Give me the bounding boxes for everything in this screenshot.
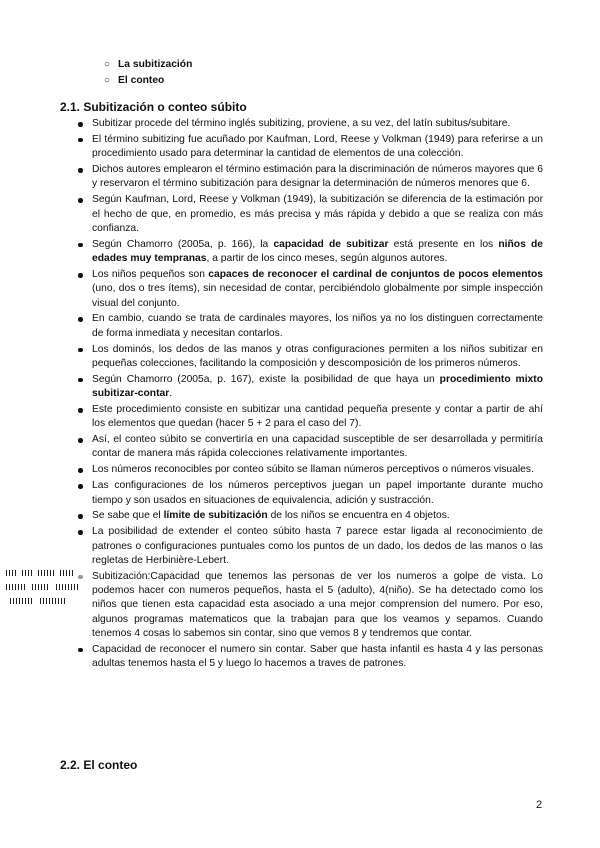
list-item — [92, 373, 543, 402]
text-run: Las configuraciones de los números perceptivos juegan un papel importante durante mucho tiempo y son usados en situaciones de equivalencia, adición y sustracción. — [92, 480, 543, 506]
text-run: El término subitizing fue acuñado por Kaufman, Lord, Reese y Volkman (1949) para referirse a un procedimiento usado para determinar la cantidad de elementos de una colección. — [92, 133, 543, 160]
bold-text: niños de edades muy tempranas — [92, 238, 543, 265]
bold-text: capaces de reconocer el cardinal de conjuntos de pocos elementos — [208, 268, 543, 280]
text-run: Según Kaufman, Lord, Reese y Volkman (1949), la subitización se diferencia de la estimación por el hecho de que, en promedio, es más precisa y más rápida y debido a que se realiza con más confianza. — [92, 194, 543, 234]
bullet-icon — [78, 273, 83, 278]
text-run: En cambio, cuando se trata de cardinales mayores, los niños ya no los distinguen correctamente de forma inmediata y necesitan contarlos. — [92, 313, 543, 339]
text-run: Según Chamorro (2005a, p. 166), la — [92, 238, 274, 250]
text-run: (uno, dos o tres ítems), sin necesidad de contar, percibiéndolo globalmente por simple inspección visual del conjunto. — [92, 283, 543, 309]
bullet-icon — [78, 348, 83, 353]
bold-text: límite de subitización — [163, 510, 268, 522]
text-run: de los niños se encuentra en 4 objetos. — [267, 510, 450, 522]
text-run: Así, el conteo súbito se convertiría en una capacidad susceptible de ser desarrollada y permitiría contar de manera más rápida colecciones relativamente importantes. — [92, 434, 543, 460]
bullet-list — [92, 117, 543, 673]
bullet-icon — [78, 484, 83, 489]
text-run: Subitización:Capacidad que tenemos las personas de ver los numeros a golpe de vista. Lo podemos hacer con numeros pequeños, hasta el 5 (adulto), 4(niño). Se ha detectado como los niños que tienen esta capacidad esta asociado a una mejor comprension del numero. Por eso, algunos programas matematicos que la trabajan para que los veamos y sepamos. Cuando tenemos 4 cosas lo sabemos sin contar, sino que vemos 8 y tendremos que contar. — [92, 570, 543, 639]
section-heading-2-2: 2.2. El conteo — [60, 758, 138, 772]
list-item — [92, 163, 543, 192]
hollow-bullet-icon: ○ — [104, 75, 111, 86]
bullet-icon — [78, 468, 83, 473]
text-run: está presente en los — [388, 238, 499, 250]
bullet-icon — [78, 378, 83, 383]
text-run: Se sabe que el — [92, 510, 164, 522]
outline-item-subitizacion — [104, 58, 193, 72]
hollow-bullet-icon: ○ — [104, 59, 111, 70]
list-item — [92, 133, 543, 162]
bullet-icon — [78, 168, 83, 173]
list-item — [92, 463, 543, 477]
bullet-icon — [78, 138, 83, 143]
text-run: Según Chamorro (2005a, p. 167), existe la posibilidad de que haya un — [92, 373, 440, 385]
bullet-icon — [78, 575, 83, 580]
text-run: Los dominós, los dedos de las manos y otras configuraciones permiten a los niños subitizar en pequeñas colecciones, facilitando la composición y descomposición de los primeros números. — [92, 343, 543, 369]
bold-text: capacidad de subitizar — [273, 238, 389, 250]
handwritten-margin-note — [4, 568, 84, 610]
bullet-icon — [78, 317, 83, 322]
text-run: Dichos autores emplearon el término estimación para la discriminación de números mayores que 6 y reservaron el término subitización para designar la determinación de números menores que 6. — [92, 164, 543, 190]
list-item — [92, 643, 543, 672]
text-run: Este procedimiento consiste en subitizar una cantidad pequeña presente y contar a partir de ahí los elementos que quedan (hacer 5 + 2 para el caso del 7). — [92, 403, 543, 430]
outline-item-conteo — [104, 74, 165, 88]
page-number: 2 — [536, 799, 543, 811]
bullet-icon — [78, 530, 83, 535]
list-item — [92, 312, 543, 341]
text-run: Los niños pequeños son — [92, 268, 209, 280]
list-item — [92, 525, 543, 568]
list-item — [92, 509, 543, 523]
text-run: Los números reconocibles por conteo súbito se llaman números perceptivos o números visuales. — [92, 464, 534, 476]
list-item — [92, 343, 543, 372]
list-item — [92, 403, 543, 432]
bullet-icon — [78, 648, 83, 653]
bullet-icon — [78, 243, 83, 248]
list-item — [92, 238, 543, 267]
list-item — [92, 570, 543, 641]
text-run: Capacidad de reconocer el numero sin contar. Saber que hasta infantil es hasta 4 y las personas adultas tenemos hasta el 5 y luego lo hacemos a traves de patrones. — [92, 643, 543, 670]
bullet-icon — [78, 122, 83, 127]
bullet-icon — [78, 198, 83, 203]
text-run: , a partir de los cinco meses, según algunos autores. — [206, 253, 448, 265]
bullet-icon — [78, 438, 83, 443]
bold-text: procedimiento mixto subitizar-contar — [92, 373, 544, 400]
list-item — [92, 268, 543, 311]
list-item — [92, 117, 543, 131]
list-item — [92, 479, 543, 508]
list-item — [92, 193, 543, 236]
text-run: . — [169, 388, 173, 400]
bullet-icon — [78, 514, 83, 519]
bullet-icon — [78, 408, 83, 413]
section-heading-2-1: 2.1. Subitización o conteo súbito — [60, 100, 247, 114]
outline-item-label: La subitización — [118, 59, 193, 70]
text-run: Subitizar procede del término inglés subitizing, proviene, a su vez, del latín subitus/subitare. — [92, 118, 511, 129]
text-run: La posibilidad de extender el conteo súbito hasta 7 parece estar ligada al reconocimiento de patrones o configuraciones puntuales como los puntos de un dado, los dedos de las manos o las regletas de Herbinière-Lebert. — [92, 526, 543, 566]
outline-item-label: El conteo — [118, 75, 165, 86]
list-item — [92, 433, 543, 462]
